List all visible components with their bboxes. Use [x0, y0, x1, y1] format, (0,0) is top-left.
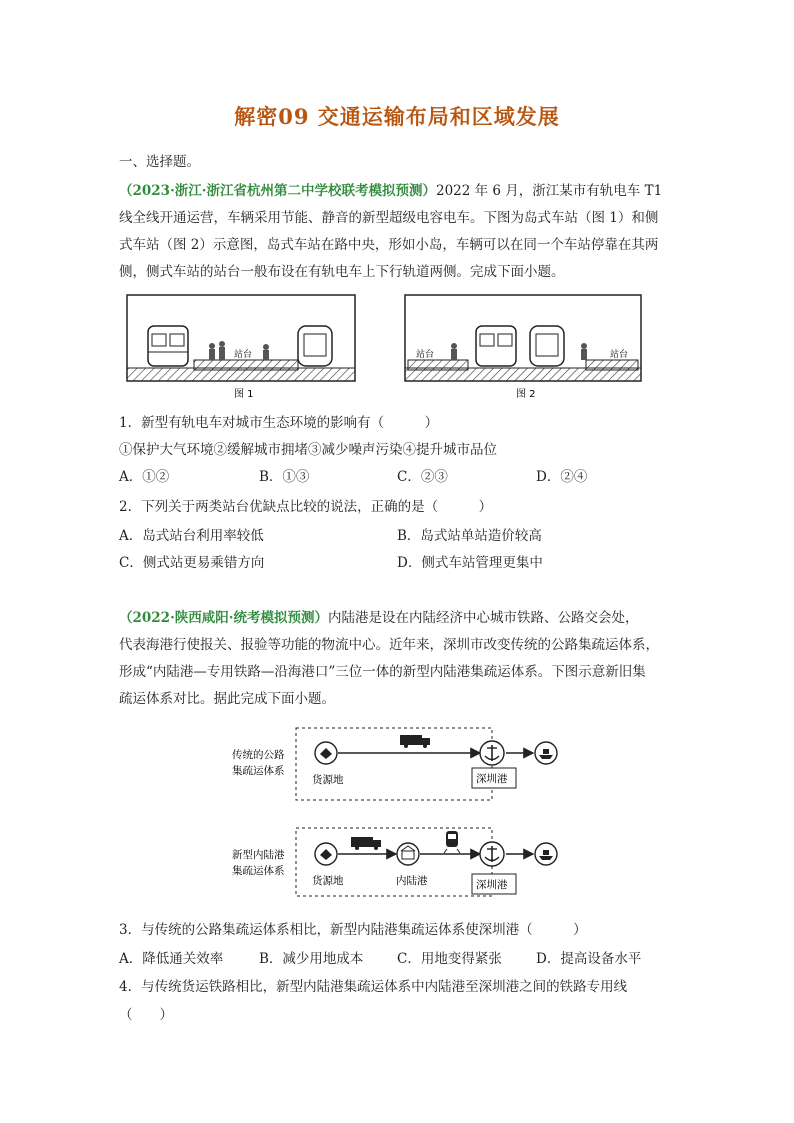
- q3-option-d[interactable]: D．提高设备水平: [536, 951, 642, 967]
- q3-option-c[interactable]: C．用地变得紧张: [397, 951, 502, 967]
- figure-caption-1: 图 1: [234, 389, 254, 400]
- anchor-icon-2: [480, 842, 504, 866]
- question-4-stem: 4．与传统货运铁路相比，新型内陆港集疏运体系中内陆港至深圳港之间的铁路专用线: [119, 979, 628, 995]
- svg-text:内陆港: 内陆港: [396, 875, 428, 887]
- intro-2-line-2: 代表海港行使报关、报验等功能的物流中心。近年来，深圳市改变传统的公路集疏运体系，: [119, 637, 659, 653]
- source-tag-1: （2023·浙江·浙江省杭州第二中学校联考模拟预测）: [119, 183, 436, 199]
- intro-2-text: 内陆港是设在内陆经济中心城市铁路、公路交会处，: [327, 610, 639, 626]
- warehouse-icon: [397, 843, 419, 865]
- side-station-figure: [405, 295, 641, 381]
- station-diagram: [126, 294, 646, 404]
- svg-text:集疏运体系: 集疏运体系: [232, 765, 285, 777]
- q1-option-d[interactable]: D．②④: [536, 469, 588, 485]
- question-3-stem: 3．与传统的公路集疏运体系相比，新型内陆港集疏运体系使深圳港（ ）: [119, 922, 587, 938]
- ship-icon-1: [535, 742, 557, 764]
- q2-option-a[interactable]: A．岛式站台利用率较低: [119, 528, 264, 544]
- svg-text:货源地: 货源地: [312, 774, 344, 786]
- logistics-figure: [228, 724, 568, 908]
- q3-option-a[interactable]: A．降低通关效率: [119, 951, 224, 967]
- svg-text:站台: 站台: [610, 350, 629, 360]
- truck-icon-1: [400, 735, 430, 748]
- intro-1-text: 2022 年 6 月，浙江某市有轨电车 T1: [435, 183, 663, 199]
- q1-option-c[interactable]: C．②③: [397, 469, 448, 485]
- train-icon: [444, 831, 460, 853]
- q1-option-b[interactable]: B．①③: [259, 469, 310, 485]
- svg-text:集疏运体系: 集疏运体系: [232, 865, 285, 877]
- q2-option-d[interactable]: D．侧式车站管理更集中: [397, 555, 543, 571]
- island-station-figure: [127, 295, 355, 381]
- intro-1-line-4: 侧，侧式车站的站台一般布设在有轨电车上下行轨道两侧。完成下面小题。: [119, 264, 565, 280]
- q2-option-b[interactable]: B．岛式站单站造价较高: [397, 528, 542, 544]
- figure-caption-2: 图 2: [516, 389, 536, 400]
- q3-option-b[interactable]: B．减少用地成本: [259, 951, 364, 967]
- q1-option-a[interactable]: A．①②: [119, 469, 170, 485]
- anchor-icon-1: [480, 741, 504, 765]
- intro-2-line-3: 形成“内陆港—专用铁路—沿海港口”三位一体的新型内陆港集疏运体系。下图示意新旧集: [119, 664, 646, 680]
- intro-1-line-1: [119, 182, 662, 200]
- source-tag-2: （2022·陕西咸阳·统考模拟预测）: [119, 610, 328, 626]
- question-2-stem: 2．下列关于两类站台优缺点比较的说法，正确的是（ ）: [119, 499, 493, 515]
- svg-text:新型内陆港: 新型内陆港: [232, 849, 285, 861]
- svg-text:深圳港: 深圳港: [476, 773, 508, 785]
- ship-icon-2: [535, 843, 557, 865]
- svg-text:站台: 站台: [416, 350, 435, 360]
- q2-option-c[interactable]: C．侧式站更易乘错方向: [119, 555, 265, 571]
- question-4-paren: （ ）: [119, 1007, 173, 1023]
- page-title: 解密09 交通运输布局和区域发展: [234, 104, 560, 129]
- section-heading: 一、选择题。: [119, 154, 200, 170]
- station-figure: [126, 294, 646, 408]
- question-1-stem: 1．新型有轨电车对城市生态环境的影响有（ ）: [119, 415, 439, 431]
- intro-1-line-3: 式车站（图 2）示意图，岛式车站在路中央，形如小岛，车辆可以在同一个车站停靠在其两: [119, 237, 659, 253]
- svg-text:货源地: 货源地: [312, 875, 344, 887]
- svg-text:站台: 站台: [234, 350, 253, 360]
- truck-icon-2: [351, 837, 381, 850]
- svg-text:深圳港: 深圳港: [476, 879, 508, 891]
- svg-text:传统的公路: 传统的公路: [232, 749, 285, 761]
- question-1-items: ①保护大气环境②缓解城市拥堵③减少噪声污染④提升城市品位: [119, 442, 497, 458]
- intro-2-line-1: [119, 609, 638, 627]
- logistics-diagram: [228, 724, 568, 904]
- intro-2-line-4: 疏运体系对比。据此完成下面小题。: [119, 691, 335, 707]
- intro-1-line-2: 线全线开通运营，车辆采用节能、静音的新型超级电容电车。下图为岛式车站（图 1）和侧: [119, 210, 659, 226]
